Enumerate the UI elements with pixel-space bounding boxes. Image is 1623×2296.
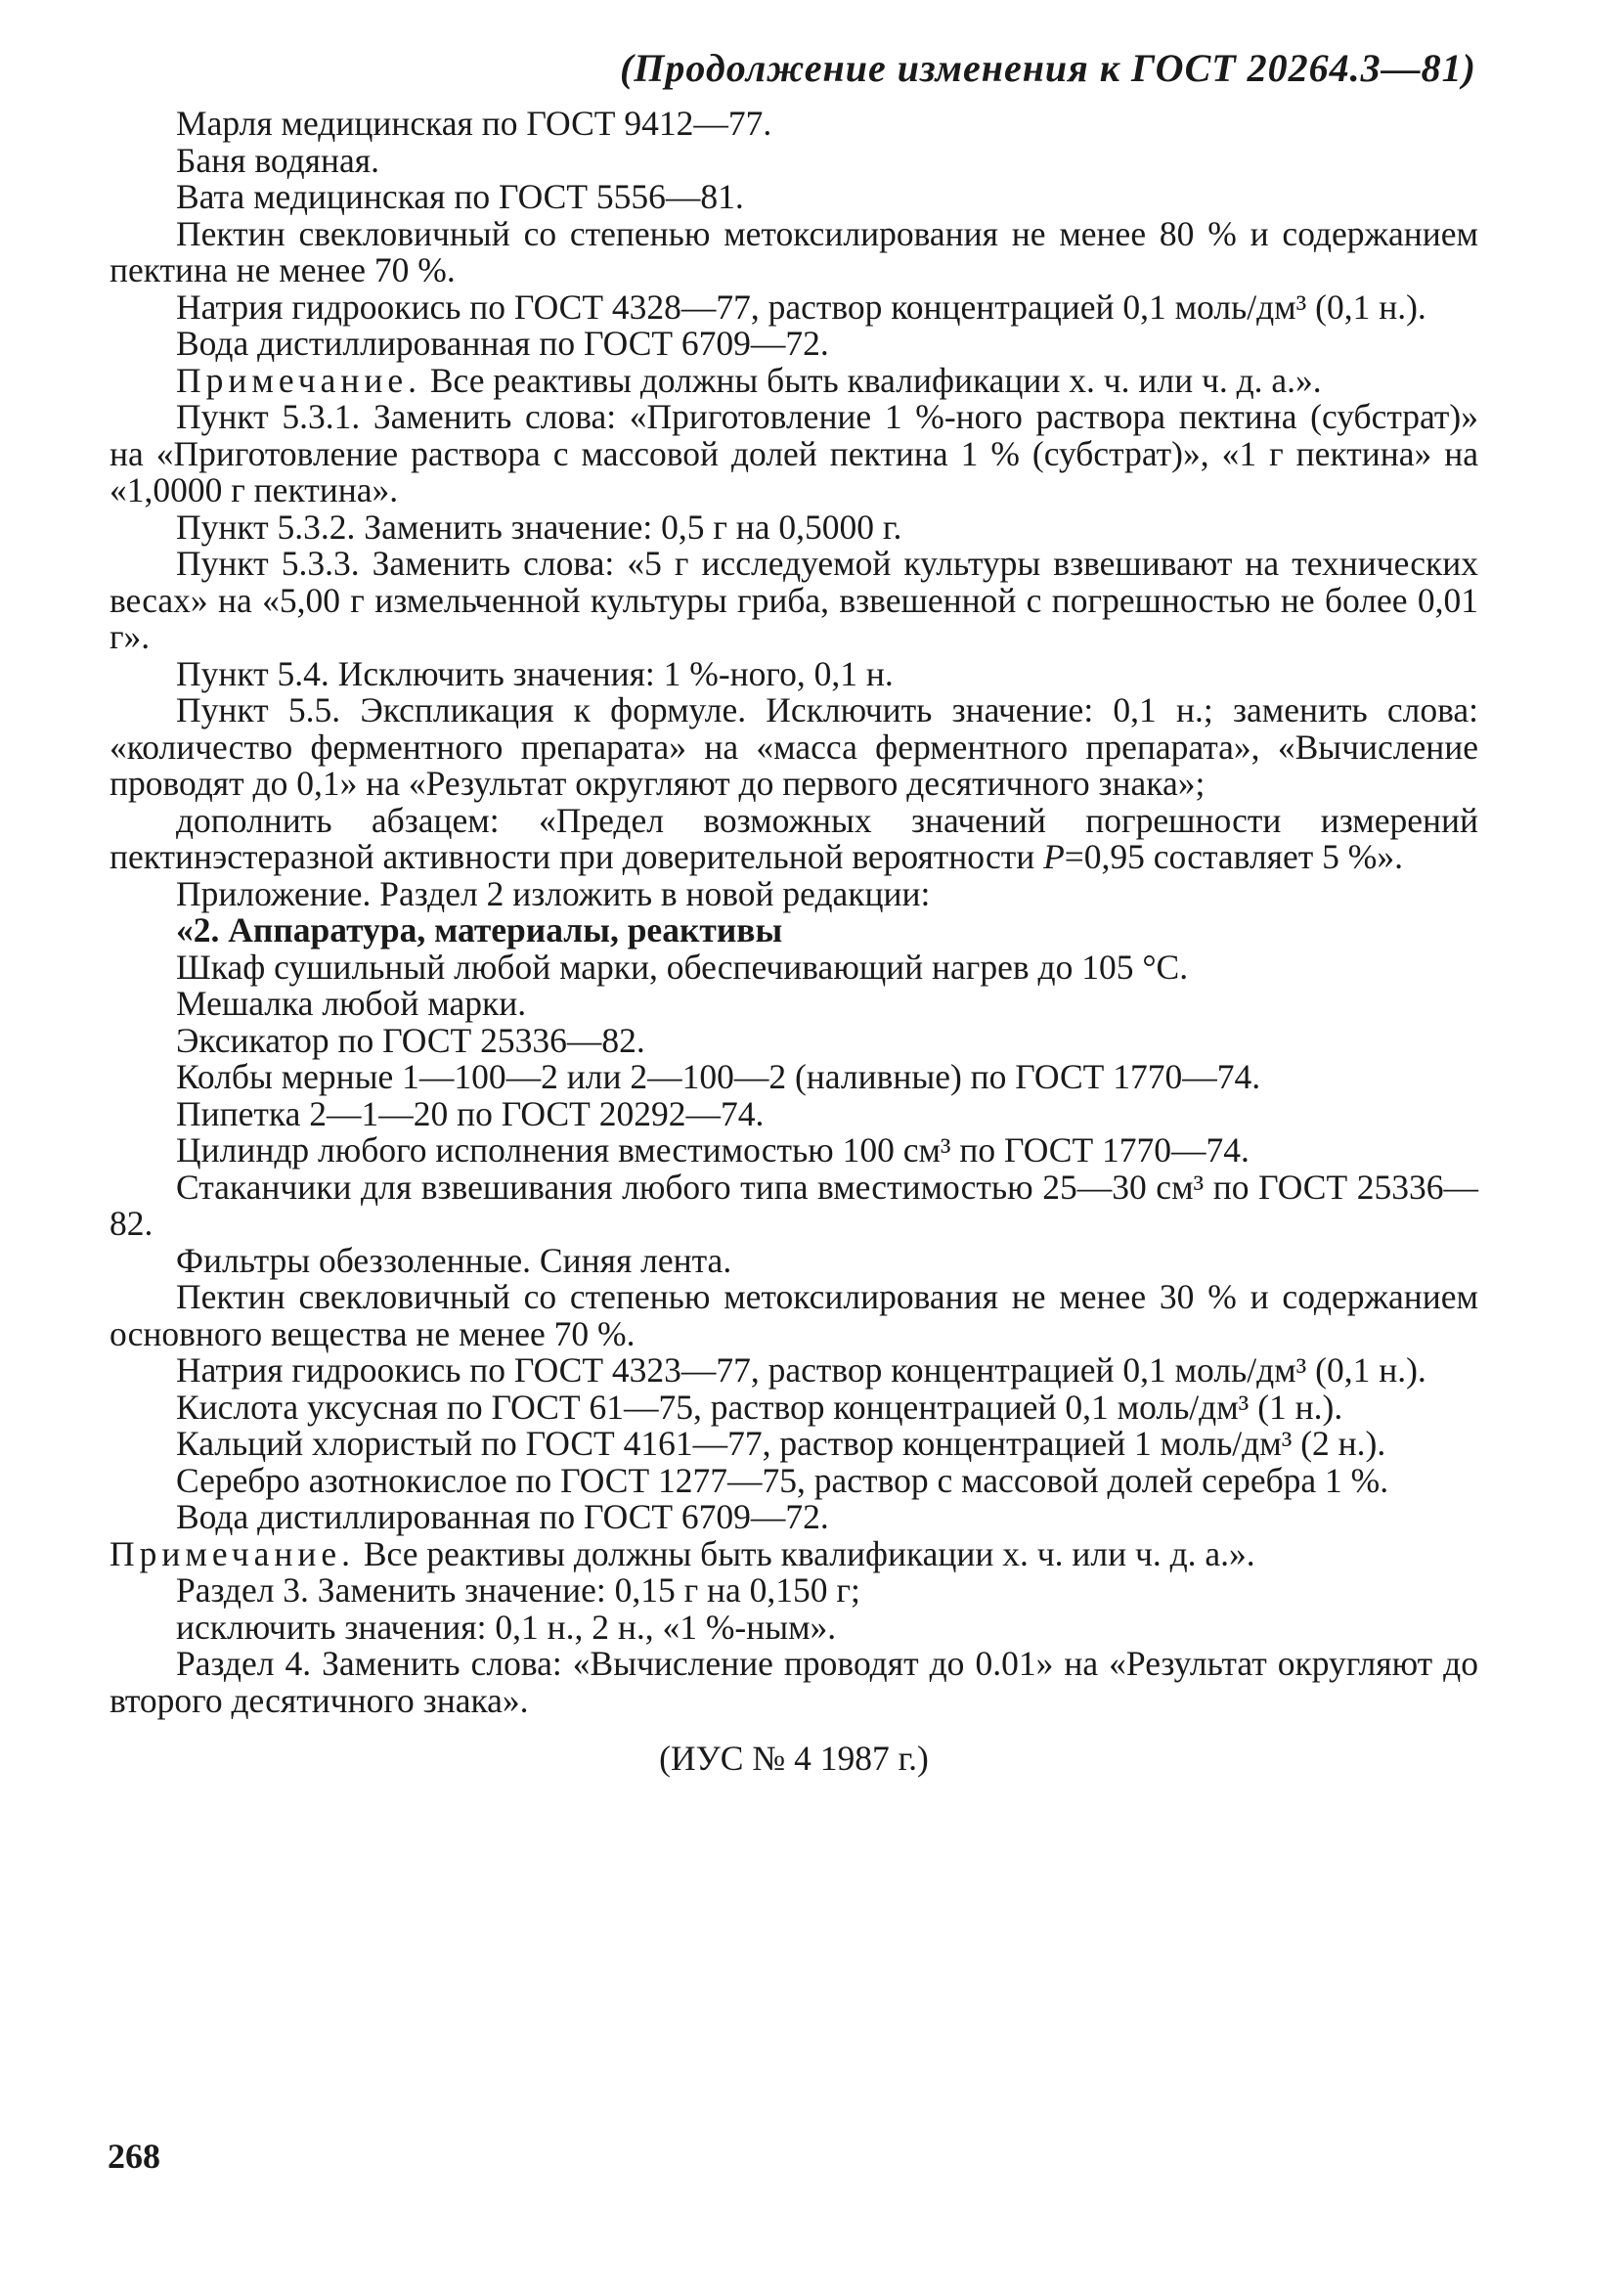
paragraph: Раздел 4. Заменить слова: «Вычисление проводят до 0.01» на «Результат округляют до второго десятичного знака». xyxy=(110,1644,1478,1720)
note-paragraph xyxy=(110,360,1478,400)
note-label: Примечание. xyxy=(110,1533,355,1573)
formula-variable: P xyxy=(1043,837,1065,876)
paragraph: Серебро азотнокислое по ГОСТ 1277—75, раствор с массовой долей серебра 1 %. xyxy=(176,1460,1389,1500)
paragraph: Натрия гидроокись по ГОСТ 4328—77, раствор концентрацией 0,1 моль/дм³ (0,1 н.). xyxy=(176,287,1426,327)
paragraph: Пункт 5.5. Экспликация к формуле. Исключить значение: 0,1 н.; заменить слова: «количество ферментного препарата» на «масса ферментного препарата», «Вычисление проводят до 0,1» на «Результат округляют до первого десятичного знака»; xyxy=(110,690,1478,803)
document-body xyxy=(110,106,1478,1778)
note-paragraph xyxy=(110,1533,1478,1573)
page-number: 268 xyxy=(108,2137,160,2176)
paragraph-text: =0,95 составляет 5 %». xyxy=(1064,837,1403,876)
paragraph: Марля медицинская по ГОСТ 9412—77. xyxy=(176,104,772,143)
paragraph: Пункт 5.3.2. Заменить значение: 0,5 г на 0,5000 г. xyxy=(176,507,902,547)
paragraph: исключить значения: 0,1 н., 2 н., «1 %-ным». xyxy=(176,1607,837,1647)
paragraph: Цилиндр любого исполнения вместимостью 100 см³ по ГОСТ 1770—74. xyxy=(176,1130,1250,1170)
section-heading: «2. Аппаратура, материалы, реактивы xyxy=(176,910,783,949)
paragraph: Стаканчики для взвешивания любого типа вместимостью 25—30 см³ по ГОСТ 25336—82. xyxy=(110,1167,1478,1243)
note-text: Все реактивы должны быть квалификации х. ч. или ч. д. а.». xyxy=(354,1533,1255,1573)
note-label: Примечание. xyxy=(176,360,421,400)
source-reference: (ИУС № 4 1987 г.) xyxy=(659,1739,929,1778)
paragraph: Приложение. Раздел 2 изложить в новой редакции: xyxy=(176,873,931,913)
paragraph: Кальций хлористый по ГОСТ 4161—77, раствор концентрацией 1 моль/дм³ (2 н.). xyxy=(176,1424,1386,1463)
paragraph: Натрия гидроокись по ГОСТ 4323—77, раствор концентрацией 0,1 моль/дм³ (0,1 н.). xyxy=(176,1350,1426,1390)
paragraph: Пункт 5.3.3. Заменить слова: «5 г исследуемой культуры взвешивают на технических весах» на «5,00 г измельченной культуры гриба, взвешенной с погрешностью не более 0,01 г». xyxy=(110,544,1478,656)
page-header: (Продолжение изменения к ГОСТ 20264.3—81) xyxy=(619,46,1476,90)
note-text: Все реактивы должны быть квалификации х. ч. или ч. д. а.». xyxy=(420,360,1322,400)
paragraph: Эксикатор по ГОСТ 25336—82. xyxy=(176,1020,645,1060)
paragraph xyxy=(110,800,1478,876)
paragraph-text: дополнить абзацем: «Предел возможных значений погрешности измерений пектинэстеразной активности при доверительной вероятности xyxy=(110,800,1478,876)
paragraph: Вода дистиллированная по ГОСТ 6709—72. xyxy=(176,324,829,363)
paragraph: Пункт 5.4. Исключить значения: 1 %-ного, 0,1 н. xyxy=(176,653,894,693)
paragraph: Пипетка 2—1—20 по ГОСТ 20292—74. xyxy=(176,1093,765,1133)
paragraph: Колбы мерные 1—100—2 или 2—100—2 (наливные) по ГОСТ 1770—74. xyxy=(176,1057,1261,1096)
paragraph: Раздел 3. Заменить значение: 0,15 г на 0,150 г; xyxy=(176,1570,860,1610)
paragraph: Вода дистиллированная по ГОСТ 6709—72. xyxy=(176,1497,829,1536)
paragraph: Пункт 5.3.1. Заменить слова: «Приготовление 1 %-ного раствора пектина (субстрат)» на «Приготовление раствора с массовой долей пектина 1 % (субстрат)», «1 г пектина» на «1,0000 г пектина». xyxy=(110,397,1478,509)
paragraph: Пектин свекловичный со степенью метоксилирования не менее 30 % и содержанием основного вещества не менее 70 %. xyxy=(110,1277,1478,1353)
paragraph: Баня водяная. xyxy=(176,140,379,180)
paragraph: Фильтры обеззоленные. Синяя лента. xyxy=(176,1240,732,1280)
paragraph: Вата медицинская по ГОСТ 5556—81. xyxy=(176,177,744,216)
paragraph: Мешалка любой марки. xyxy=(176,984,527,1023)
paragraph: Шкаф сушильный любой марки, обеспечивающий нагрев до 105 °С. xyxy=(176,947,1189,987)
paragraph: Кислота уксусная по ГОСТ 61—75, раствор концентрацией 0,1 моль/дм³ (1 н.). xyxy=(176,1387,1343,1427)
paragraph: Пектин свекловичный со степенью метоксилирования не менее 80 % и содержанием пектина не менее 70 %. xyxy=(110,213,1478,289)
